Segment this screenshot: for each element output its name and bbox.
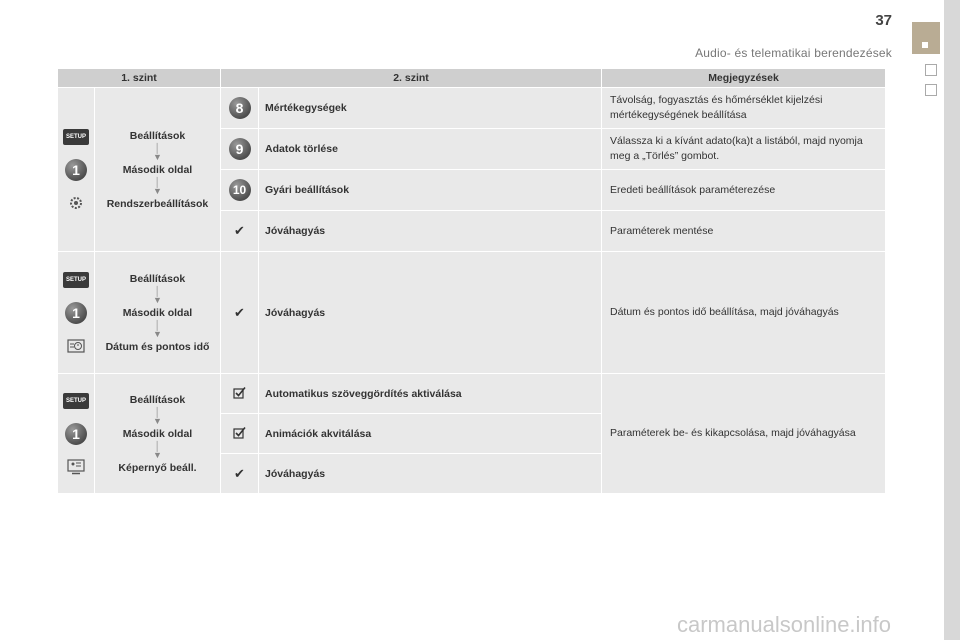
arrow-down-icon: │ ▼ <box>153 176 162 196</box>
page-number: 37 <box>875 12 892 29</box>
group2-icon-cell <box>58 252 95 374</box>
clock-calendar-icon <box>67 338 85 354</box>
checkbox-checked-icon <box>233 386 246 399</box>
table-header-row <box>58 69 886 88</box>
menu-step: Beállítások <box>129 129 186 142</box>
table-row <box>58 252 886 374</box>
checkmark-icon: ✔ <box>234 304 245 320</box>
page-title: Audio- és telematikai berendezések <box>695 46 892 60</box>
row-label: Adatok törlése <box>259 129 602 170</box>
row-label: Jóváhagyás <box>259 211 602 252</box>
row-note: Paraméterek mentése <box>602 211 886 252</box>
arrow-down-icon: │ ▼ <box>153 319 162 339</box>
arrow-down-icon: │ ▼ <box>153 142 162 162</box>
col-header-level2: 2. szint <box>221 69 602 88</box>
arrow-down-icon: │ ▼ <box>153 440 162 460</box>
arrow-down-icon: │ ▼ <box>153 285 162 305</box>
tab-dot <box>922 42 928 48</box>
section-tab-2[interactable] <box>925 64 937 76</box>
menu-step: Második oldal <box>122 306 193 319</box>
menu-step: Második oldal <box>122 427 193 440</box>
menu-step: Dátum és pontos idő <box>105 340 210 353</box>
row-note: Paraméterek be- és kikapcsolása, majd jóváhagyása <box>602 374 886 494</box>
watermark: carmanualsonline.info <box>677 612 892 637</box>
number-badge: 10 <box>229 179 251 201</box>
row-label: Animációk akvitálása <box>259 414 602 454</box>
arrow-down-icon: │ ▼ <box>153 406 162 426</box>
col-header-notes: Megjegyzések <box>602 69 886 88</box>
number-badge: 9 <box>229 138 251 160</box>
setup-button-icon: SETUP <box>63 272 89 288</box>
menu-step: Beállítások <box>129 272 186 285</box>
number-badge: 1 <box>65 302 87 324</box>
row-note: Távolság, fogyasztás és hőmérséklet kijelzési mértékegységének beállítása <box>602 88 886 129</box>
col-header-level1: 1. szint <box>58 69 221 88</box>
group2-menu-path <box>95 252 221 374</box>
checkmark-icon: ✔ <box>234 223 245 238</box>
row-note: Válassza ki a kívánt adato(ka)t a listából, majd nyomja meg a „Törlés” gombot. <box>602 129 886 170</box>
checkmark-icon: ✔ <box>234 465 245 481</box>
menu-step: Képernyő beáll. <box>118 461 197 474</box>
row-note: Dátum és pontos idő beállítása, majd jóváhagyás <box>602 252 886 374</box>
checkbox-checked-icon <box>233 426 246 439</box>
row-label: Mértékegységek <box>259 88 602 129</box>
setup-button-icon: SETUP <box>63 129 89 145</box>
menu-step: Rendszerbeállítások <box>106 197 209 210</box>
row-note: Eredeti beállítások paraméterezése <box>602 170 886 211</box>
row-label: Jóváhagyás <box>259 454 602 494</box>
group1-menu-path <box>95 88 221 252</box>
number-badge: 1 <box>65 159 87 181</box>
table-row <box>58 88 886 129</box>
table-row <box>58 374 886 414</box>
group3-menu-path <box>95 374 221 494</box>
number-badge: 8 <box>229 97 251 119</box>
right-sidebar <box>944 0 960 640</box>
setup-button-icon: SETUP <box>63 393 89 409</box>
menu-step: Második oldal <box>122 163 193 176</box>
row-label: Gyári beállítások <box>259 170 602 211</box>
row-label: Jóváhagyás <box>259 252 602 374</box>
row-label: Automatikus szöveggördítés aktiválása <box>259 374 602 414</box>
gear-icon <box>68 195 84 211</box>
group1-icon-cell <box>58 88 95 252</box>
section-tab-3[interactable] <box>925 84 937 96</box>
number-badge: 1 <box>65 423 87 445</box>
group3-icon-cell <box>58 374 95 494</box>
display-screen-icon <box>67 459 85 475</box>
section-tab-active[interactable] <box>912 22 940 54</box>
settings-table <box>57 68 886 494</box>
menu-step: Beállítások <box>129 393 186 406</box>
